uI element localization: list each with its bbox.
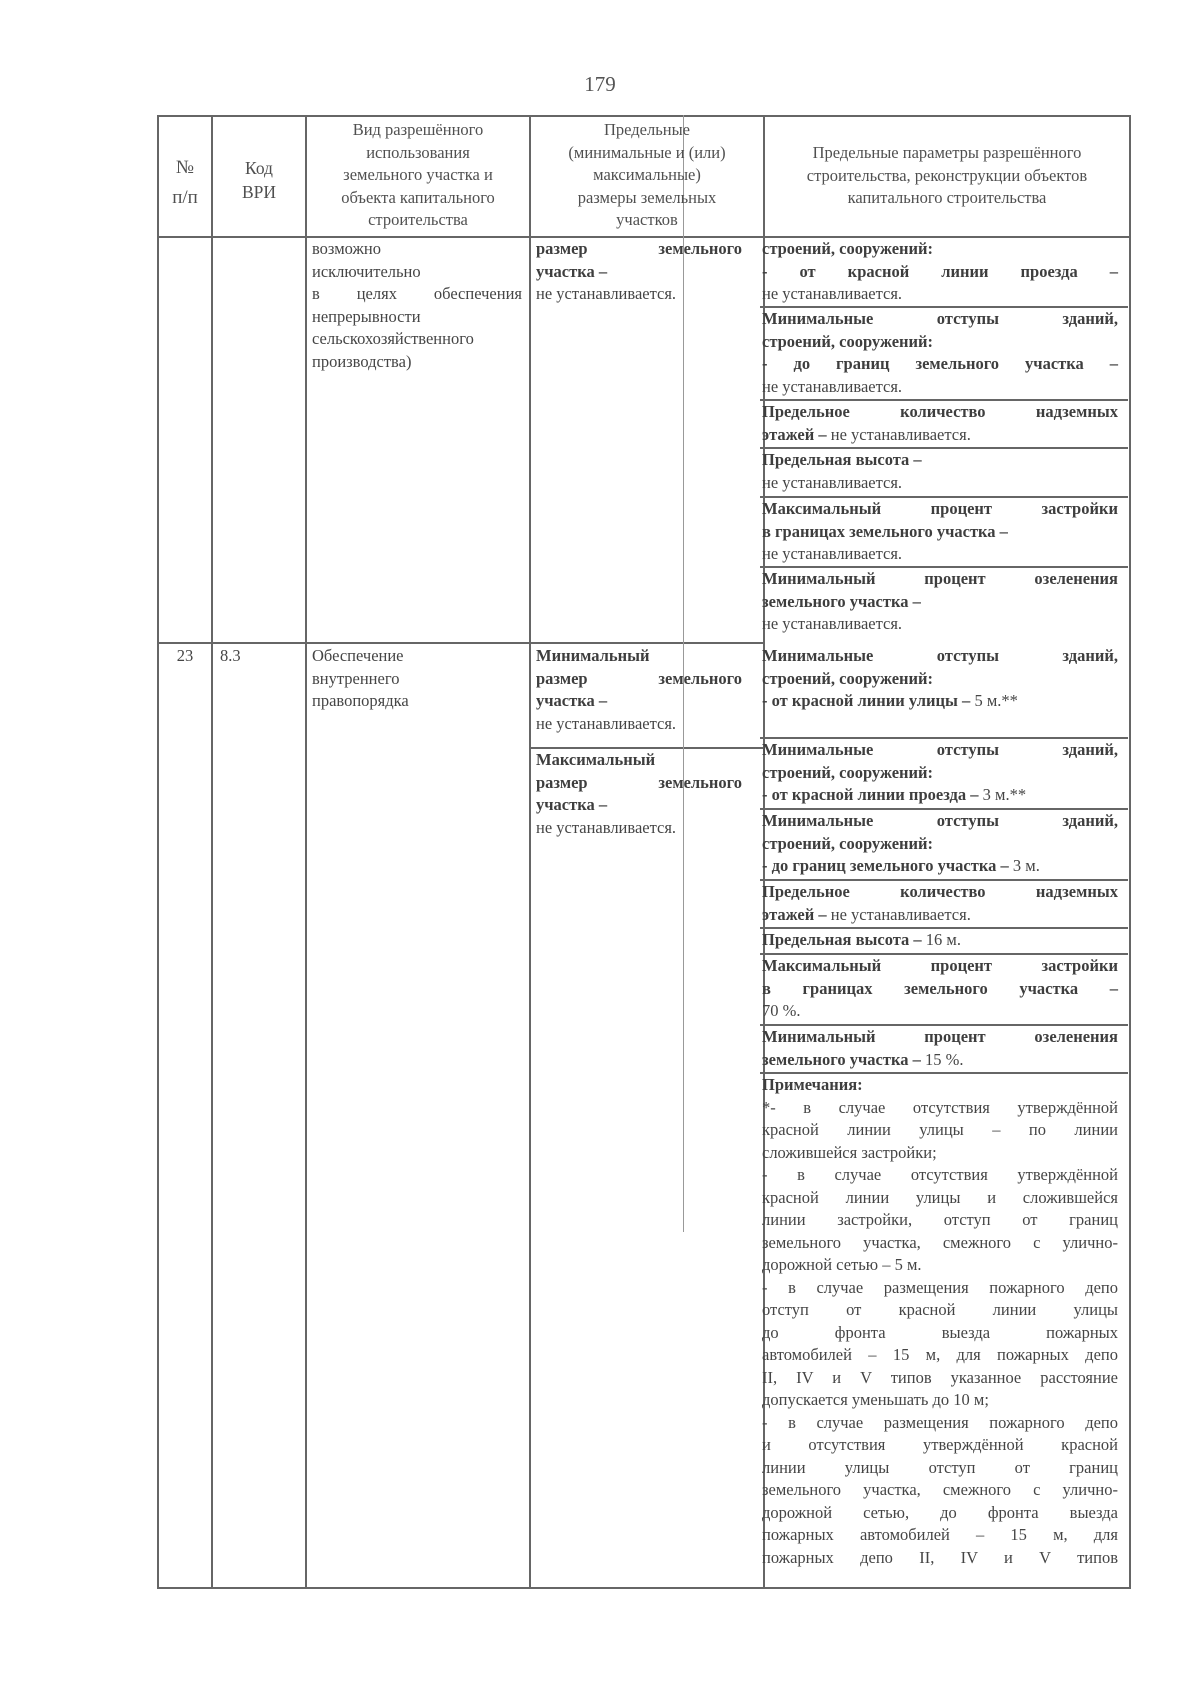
prev-row-param-2: Минимальные отступы зданий, строений, сооружений: - до границ земельного участка – не устанавливается. [762,309,1118,396]
row-23-param-5: Предельная высота – 16 м. [762,930,961,949]
prev-row-param-4: Предельная высота – не устанавливается. [762,450,922,492]
row-23-size-max: Максимальный размер земельного участка – не устанавливается. [536,750,742,837]
prev-row-size: размер земельного участка – не устанавливается. [536,239,742,303]
header-col-use: Вид разрешённого использования земельного участка и объекта капитального строительства [341,120,495,229]
prev-row-param-1: строений, сооружений: - от красной линии проезда – не устанавливается. [762,239,1118,303]
row-23-size-min: Минимальный размер земельного участка – не устанавливается. [536,646,742,733]
prev-row-param-3: Предельное количество надземных этажей – не устанавливается. [762,402,1118,444]
header-col-params: Предельные параметры разрешённого строительства, реконструкции объектов капитального строительства [806,143,1088,207]
row-23-param-1: Минимальные отступы зданий, строений, сооружений: - от красной линии улицы – 5 м.** [762,646,1118,710]
row-23-param-6: Максимальный процент застройки в границах земельного участка – 70 %. [762,956,1118,1020]
notes-title: Примечания: [762,1075,863,1094]
row-23-param-2: Минимальные отступы зданий, строений, сооружений: - от красной линии проезда – 3 м.** [762,740,1118,804]
notes-block: Примечания: *- в случае отсутствия утверждённой красной линии улицы – по линии сложившейся застройки; - в случае отсутствия утверждённой красной линии улицы и сложившейся линии застройки, отступ от границ земельного участка, смежного с улично- дорожной сетью – 5 м. - в случае размещения пожарного депо отступ от красной линии улицы до фронта выезда пожарных автомобилей – 15 м, для пожарных депо II, IV и V типов указанное расстояние допускается уменьшать до 10 м; - в случае размещения пожарного депо и отсутствия утверждённой красной линии улицы отступ от границ земельного участка, смежного с улично- дорожной сетью, до фронта выезда пожарных автомобилей – 15 м, для пожарных депо II, IV и V типов [762,1075,1118,1567]
header-col-number: № п/п [172,157,198,208]
prev-row-param-5: Максимальный процент застройки в границах земельного участка – не устанавливается. [762,499,1118,563]
row-23-param-7: Минимальный процент озеленения земельного участка – 15 %. [762,1027,1118,1069]
row-23-code: 8.3 [220,646,241,665]
header-col-size: Предельные (минимальные и (или) максимальные) размеры земельных участков [568,120,726,229]
row-23-use: Обеспечение внутреннего правопорядка [312,646,409,710]
header-col-code: Код ВРИ [241,158,277,202]
prev-row-use: возможно исключительно в целях обеспечения непрерывности сельскохозяйственного производства) [312,239,522,371]
row-23-param-4: Предельное количество надземных этажей – не устанавливается. [762,882,1118,924]
page-number: 179 [584,72,616,96]
row-23-number: 23 [176,646,194,665]
prev-row-param-6: Минимальный процент озеленения земельного участка – не устанавливается. [762,569,1118,633]
row-23-param-3: Минимальные отступы зданий, строений, сооружений: - до границ земельного участка – 3 м. [762,811,1118,875]
